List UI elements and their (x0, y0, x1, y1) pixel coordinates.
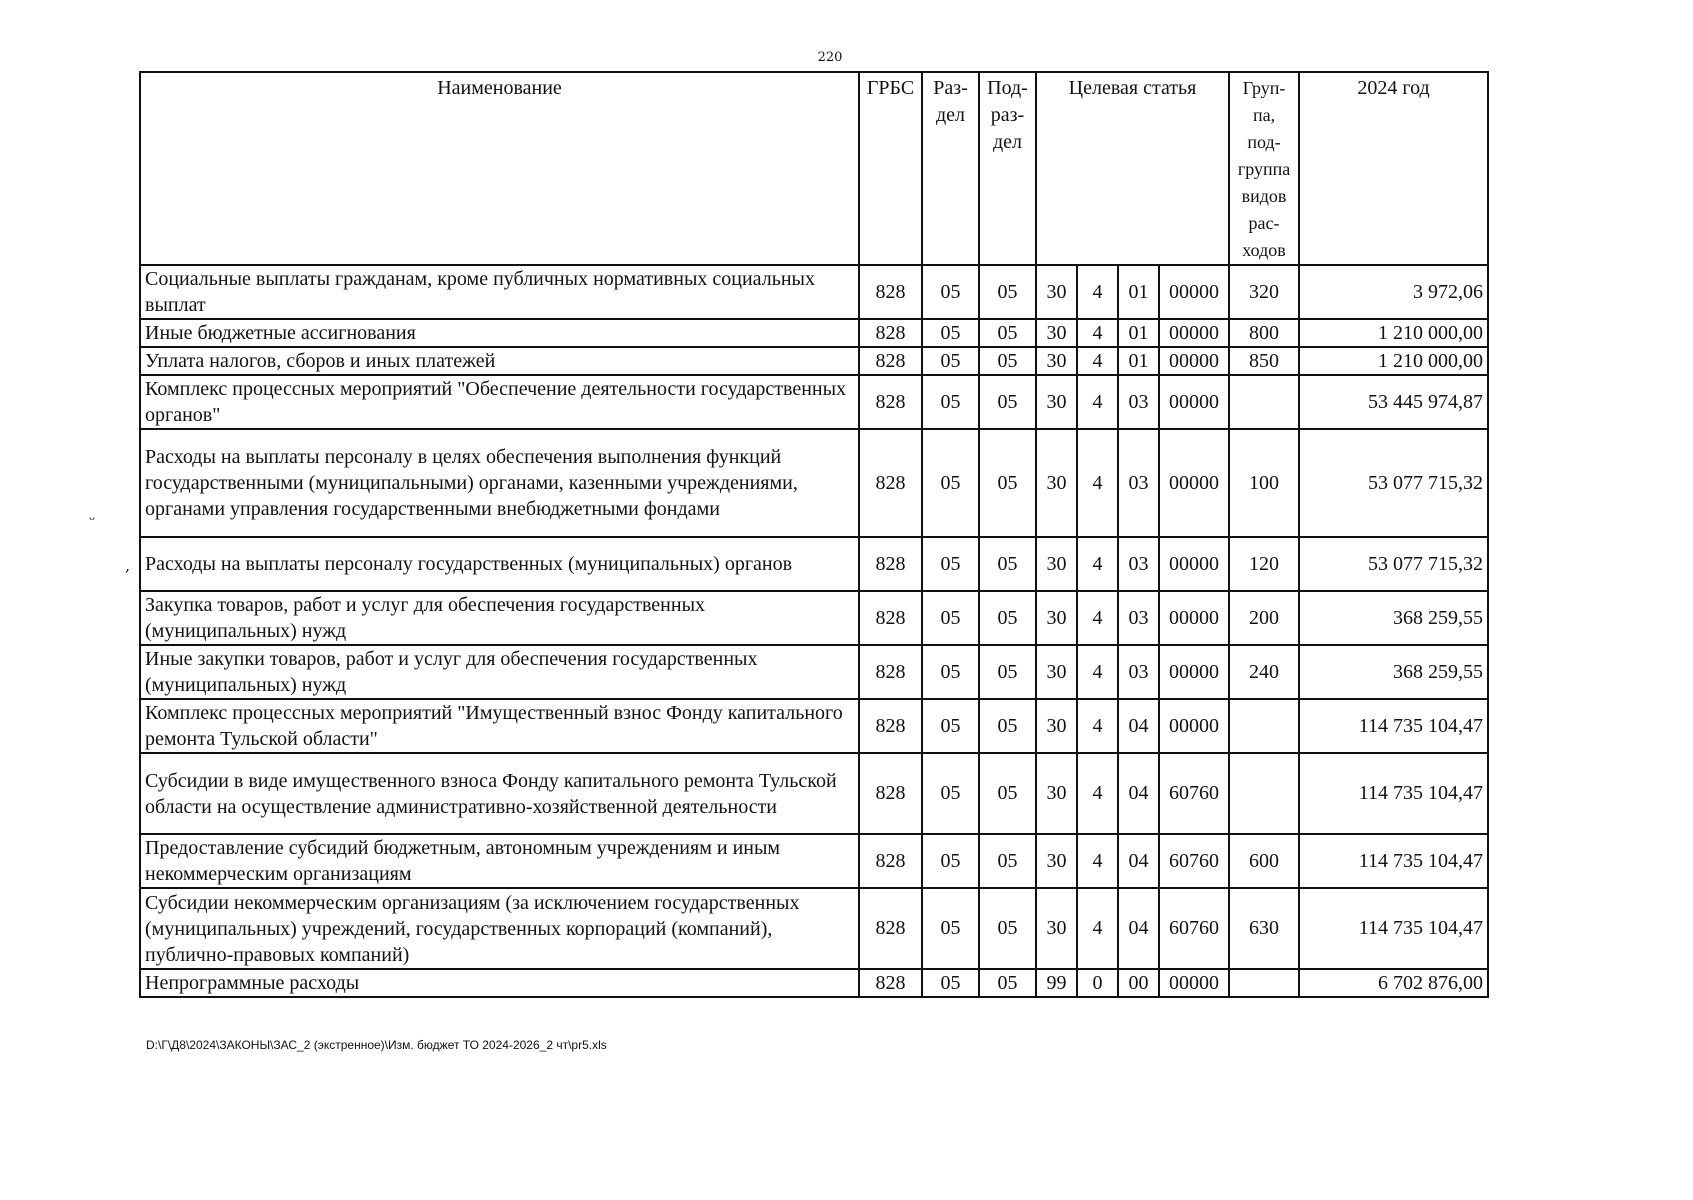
row-target-complex: 03 (1118, 537, 1159, 591)
row-target-program: 30 (1036, 347, 1077, 375)
row-grbs: 828 (859, 969, 922, 997)
row-target-program: 30 (1036, 645, 1077, 699)
row-target-complex: 03 (1118, 429, 1159, 537)
row-expense-group: 800 (1229, 319, 1299, 347)
row-grbs: 828 (859, 699, 922, 753)
header-expense-group: Груп- па, под- группа видов рас- ходов (1229, 72, 1299, 265)
row-razdel: 05 (922, 834, 979, 888)
row-amount-2024: 53 445 974,87 (1299, 375, 1488, 429)
row-target-direction: 00000 (1159, 591, 1229, 645)
header-year: 2024 год (1299, 72, 1488, 265)
row-target-direction: 00000 (1159, 265, 1229, 319)
row-expense-group: 630 (1229, 888, 1299, 969)
row-grbs: 828 (859, 888, 922, 969)
table-row (140, 319, 1488, 347)
row-expense-group: 600 (1229, 834, 1299, 888)
header-name: Наименование (140, 72, 859, 265)
row-target-complex: 01 (1118, 319, 1159, 347)
row-podrazdel: 05 (979, 347, 1036, 375)
row-target-direction: 00000 (1159, 699, 1229, 753)
row-target-complex: 04 (1118, 753, 1159, 834)
row-name: Комплекс процессных мероприятий "Обеспечение деятельности государственных органов" (140, 375, 859, 429)
table-row (140, 753, 1488, 834)
row-target-program: 99 (1036, 969, 1077, 997)
row-name: Уплата налогов, сборов и иных платежей (140, 347, 859, 375)
row-amount-2024: 3 972,06 (1299, 265, 1488, 319)
row-grbs: 828 (859, 265, 922, 319)
row-target-type: 4 (1077, 265, 1118, 319)
table-row (140, 265, 1488, 319)
row-target-type: 4 (1077, 375, 1118, 429)
table-row (140, 699, 1488, 753)
row-target-program: 30 (1036, 888, 1077, 969)
row-amount-2024: 1 210 000,00 (1299, 319, 1488, 347)
row-podrazdel: 05 (979, 753, 1036, 834)
row-target-program: 30 (1036, 319, 1077, 347)
row-podrazdel: 05 (979, 591, 1036, 645)
row-name: Субсидии некоммерческим организациям (за исключением государственных (муниципальных) учреждений, государственных корпораций (компаний), публично-правовых компаний) (140, 888, 859, 969)
row-razdel: 05 (922, 591, 979, 645)
row-target-direction: 00000 (1159, 375, 1229, 429)
row-target-complex: 01 (1118, 347, 1159, 375)
row-amount-2024: 53 077 715,32 (1299, 429, 1488, 537)
row-expense-group: 850 (1229, 347, 1299, 375)
row-target-complex: 04 (1118, 834, 1159, 888)
table-row (140, 834, 1488, 888)
row-target-complex: 00 (1118, 969, 1159, 997)
row-grbs: 828 (859, 591, 922, 645)
row-podrazdel: 05 (979, 699, 1036, 753)
header-razdel: Раз- дел (922, 72, 979, 265)
row-target-complex: 03 (1118, 591, 1159, 645)
row-target-type: 4 (1077, 699, 1118, 753)
row-target-type: 4 (1077, 645, 1118, 699)
row-grbs: 828 (859, 753, 922, 834)
header-podrazdel: Под- раз- дел (979, 72, 1036, 265)
row-target-complex: 04 (1118, 699, 1159, 753)
row-target-type: 4 (1077, 319, 1118, 347)
row-razdel: 05 (922, 429, 979, 537)
row-expense-group: 100 (1229, 429, 1299, 537)
row-grbs: 828 (859, 834, 922, 888)
row-amount-2024: 368 259,55 (1299, 645, 1488, 699)
row-grbs: 828 (859, 319, 922, 347)
row-target-type: 4 (1077, 834, 1118, 888)
page-number: 220 (817, 50, 843, 65)
table-header-row (140, 72, 1488, 265)
row-target-type: 4 (1077, 347, 1118, 375)
row-name: Предоставление субсидий бюджетным, автономным учреждениям и иным некоммерческим организациям (140, 834, 859, 888)
row-amount-2024: 114 735 104,47 (1299, 888, 1488, 969)
row-target-type: 4 (1077, 591, 1118, 645)
row-target-direction: 00000 (1159, 429, 1229, 537)
row-podrazdel: 05 (979, 645, 1036, 699)
row-target-complex: 04 (1118, 888, 1159, 969)
row-name: Комплекс процессных мероприятий "Имущественный взнос Фонду капитального ремонта Тульской области" (140, 699, 859, 753)
row-expense-group (1229, 699, 1299, 753)
row-expense-group (1229, 753, 1299, 834)
row-razdel: 05 (922, 645, 979, 699)
row-razdel: 05 (922, 265, 979, 319)
row-target-type: 4 (1077, 429, 1118, 537)
row-podrazdel: 05 (979, 537, 1036, 591)
row-expense-group: 120 (1229, 537, 1299, 591)
row-target-program: 30 (1036, 699, 1077, 753)
row-expense-group: 240 (1229, 645, 1299, 699)
row-podrazdel: 05 (979, 375, 1036, 429)
row-razdel: 05 (922, 969, 979, 997)
row-target-program: 30 (1036, 375, 1077, 429)
row-name: Субсидии в виде имущественного взноса Фонду капитального ремонта Тульской области на осуществление административно-хозяйственной деятельности (140, 753, 859, 834)
row-grbs: 828 (859, 429, 922, 537)
row-name: Социальные выплаты гражданам, кроме публичных нормативных социальных выплат (140, 265, 859, 319)
row-amount-2024: 6 702 876,00 (1299, 969, 1488, 997)
row-expense-group (1229, 969, 1299, 997)
row-name: Расходы на выплаты персоналу государственных (муниципальных) органов (140, 537, 859, 591)
margin-mark: ᵕ (89, 510, 96, 529)
row-target-direction: 00000 (1159, 645, 1229, 699)
table-row (140, 591, 1488, 645)
row-grbs: 828 (859, 537, 922, 591)
row-amount-2024: 114 735 104,47 (1299, 834, 1488, 888)
row-target-program: 30 (1036, 591, 1077, 645)
row-grbs: 828 (859, 645, 922, 699)
header-target-article: Целевая статья (1036, 72, 1229, 265)
row-target-type: 4 (1077, 537, 1118, 591)
table-row (140, 645, 1488, 699)
row-target-complex: 01 (1118, 265, 1159, 319)
file-path-footer: D:\Г\Д8\2024\ЗАКОНЫ\ЗАС_2 (экстренное)\Изм. бюджет ТО 2024-2026_2 чт\pr5.xls (146, 1038, 607, 1052)
header-grbs: ГРБС (859, 72, 922, 265)
table-row (140, 375, 1488, 429)
row-podrazdel: 05 (979, 319, 1036, 347)
table-row (140, 347, 1488, 375)
row-target-type: 0 (1077, 969, 1118, 997)
row-target-program: 30 (1036, 753, 1077, 834)
row-razdel: 05 (922, 699, 979, 753)
row-name: Непрограммные расходы (140, 969, 859, 997)
table-row (140, 429, 1488, 537)
row-podrazdel: 05 (979, 265, 1036, 319)
margin-mark: , (125, 556, 131, 575)
row-razdel: 05 (922, 753, 979, 834)
row-amount-2024: 1 210 000,00 (1299, 347, 1488, 375)
row-expense-group: 320 (1229, 265, 1299, 319)
row-target-direction: 00000 (1159, 969, 1229, 997)
row-expense-group (1229, 375, 1299, 429)
row-target-program: 30 (1036, 429, 1077, 537)
table-row (140, 888, 1488, 969)
row-podrazdel: 05 (979, 969, 1036, 997)
row-target-direction: 00000 (1159, 537, 1229, 591)
row-target-type: 4 (1077, 753, 1118, 834)
row-amount-2024: 114 735 104,47 (1299, 699, 1488, 753)
row-amount-2024: 368 259,55 (1299, 591, 1488, 645)
row-name: Закупка товаров, работ и услуг для обеспечения государственных (муниципальных) нужд (140, 591, 859, 645)
row-target-type: 4 (1077, 888, 1118, 969)
row-razdel: 05 (922, 537, 979, 591)
table-row (140, 969, 1488, 997)
row-name: Расходы на выплаты персоналу в целях обеспечения выполнения функций государственными (муниципальными) органами, казенными учреждениями, органами управления государственными внебюджетными фондами (140, 429, 859, 537)
row-target-program: 30 (1036, 265, 1077, 319)
row-name: Иные закупки товаров, работ и услуг для обеспечения государственных (муниципальных) нужд (140, 645, 859, 699)
row-podrazdel: 05 (979, 429, 1036, 537)
row-name: Иные бюджетные ассигнования (140, 319, 859, 347)
row-target-direction: 60760 (1159, 753, 1229, 834)
row-razdel: 05 (922, 888, 979, 969)
row-grbs: 828 (859, 347, 922, 375)
row-grbs: 828 (859, 375, 922, 429)
row-target-direction: 60760 (1159, 888, 1229, 969)
row-target-complex: 03 (1118, 375, 1159, 429)
row-target-complex: 03 (1118, 645, 1159, 699)
row-podrazdel: 05 (979, 888, 1036, 969)
row-target-direction: 00000 (1159, 319, 1229, 347)
budget-table (139, 71, 1489, 998)
row-expense-group: 200 (1229, 591, 1299, 645)
row-amount-2024: 114 735 104,47 (1299, 753, 1488, 834)
row-razdel: 05 (922, 347, 979, 375)
row-target-direction: 00000 (1159, 347, 1229, 375)
row-target-program: 30 (1036, 834, 1077, 888)
row-amount-2024: 53 077 715,32 (1299, 537, 1488, 591)
table-row (140, 537, 1488, 591)
row-target-direction: 60760 (1159, 834, 1229, 888)
row-razdel: 05 (922, 375, 979, 429)
row-podrazdel: 05 (979, 834, 1036, 888)
row-razdel: 05 (922, 319, 979, 347)
row-target-program: 30 (1036, 537, 1077, 591)
